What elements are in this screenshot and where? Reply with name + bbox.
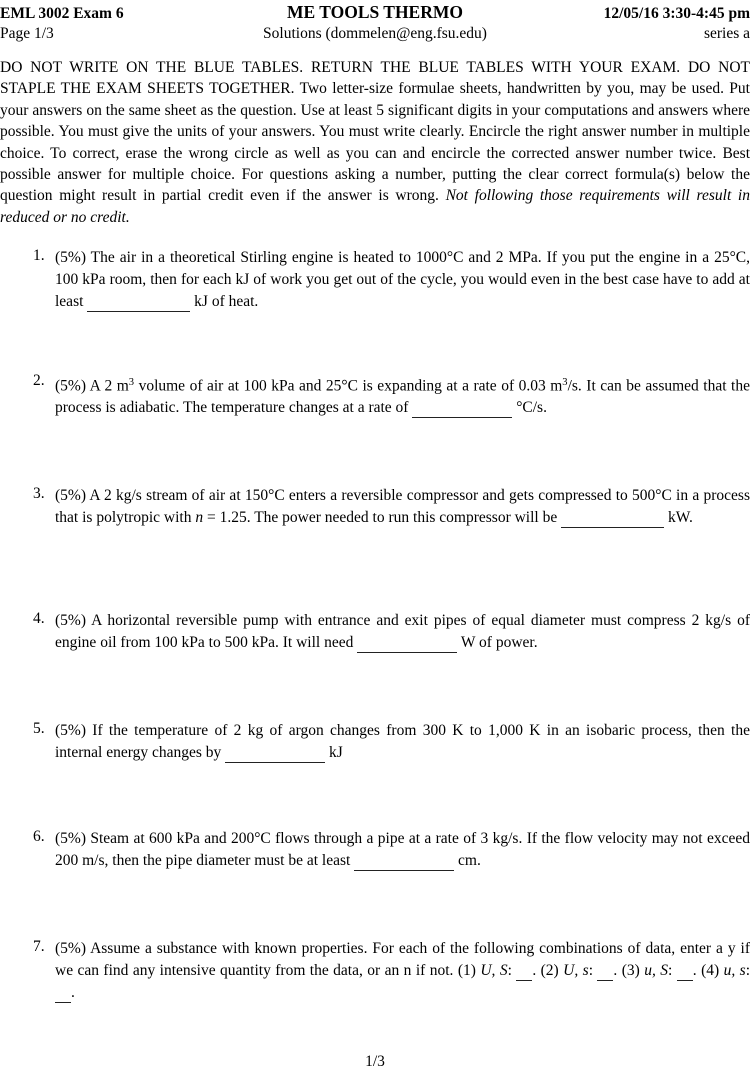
exam-instructions (0, 57, 750, 228)
question-text (55, 372, 750, 419)
text-segment: U, S (480, 961, 508, 979)
text-segment: (5%) Steam at 600 kPa and 200°C flows through a pipe at a rate of 3 kg/s. If the flow velocity may not exceed 200 m/s, then the pipe diameter must be at least (55, 830, 750, 869)
answer-blank (677, 980, 693, 981)
page-header (0, 2, 750, 44)
question-text (55, 828, 750, 872)
text-segment: : (588, 961, 598, 979)
question-number: 7. (33, 938, 45, 955)
question-text (55, 720, 750, 764)
text-segment: DO NOT WRITE ON THE BLUE TABLES. RETURN THE BLUE TABLES WITH YOUR EXAM. DO NOT STAPLE THE EXAM SHEETS TOGETHER. Two letter-size formulae sheets, handwritten by you, may be used. Put your answers on the same sheet as the question. Use at least 5 significant digits in your computations and answers where possible. You must give the units of your answers. You must write clearly. Encircle the right answer number in multiple choice. To correct, erase the wrong circle as well as you can and encircle the corrected answer number twice. Best possible answer for multiple choice. For questions asking a number, putting the clear correct formula(s) below the question might result in partial credit even if the answer is wrong. (0, 59, 750, 205)
exam-datetime: 12/05/16 3:30-4:45 pm (603, 5, 750, 22)
course-code: EML 3002 Exam 6 (0, 5, 124, 22)
question-2 (0, 372, 750, 419)
question-7 (0, 938, 750, 1003)
text-segment: cm. (454, 851, 481, 869)
text-segment: . (4) (692, 961, 724, 979)
text-segment: 3 (128, 377, 135, 388)
answer-blank (516, 980, 532, 981)
text-segment: (5%) A 2 kg/s stream of air at 150°C enters a reversible compressor and gets compressed to 500°C in a process that is polytropic with (55, 487, 750, 526)
question-3 (0, 485, 750, 529)
question-text (55, 610, 750, 654)
question-number: 6. (33, 828, 45, 845)
text-segment: (5%) If the temperature of 2 kg of argon changes from 300 K to 1,000 K in an isobaric process, then the internal energy changes by (55, 722, 750, 761)
question-text (55, 485, 750, 529)
answer-blank (225, 762, 325, 763)
text-segment: : (507, 961, 517, 979)
question-5 (0, 720, 750, 764)
question-1 (0, 247, 750, 312)
text-segment: Not following those requirements will result in reduced or no credit. (0, 187, 750, 226)
question-number: 2. (33, 372, 45, 389)
text-segment: U, s (563, 961, 589, 979)
header-row-1 (0, 2, 750, 24)
text-segment: kJ (325, 743, 343, 761)
answer-blank (597, 980, 613, 981)
question-number: 4. (33, 610, 45, 627)
text-segment: kJ of heat. (190, 292, 259, 310)
text-segment: 3 (562, 377, 568, 388)
question-4 (0, 610, 750, 654)
text-segment: W of power. (457, 633, 538, 651)
text-segment: n (195, 508, 204, 526)
text-segment: u, S (644, 961, 669, 979)
exam-title: ME TOOLS THERMO (286, 2, 464, 22)
text-segment: = 1.25. The power needed to run this compressor will be (203, 508, 562, 526)
text-segment: /s. It can be assumed that the process is adiabatic. The temperature changes at a rate of (55, 377, 750, 417)
text-segment: (5%) The air in a theoretical Stirling engine is heated to 1000°C and 2 MPa. If you put the engine in a 25°C, 100 kPa room, then for each kJ of work you get out of the cycle, you would even in the best case have to add at least (55, 249, 750, 310)
answer-blank (412, 417, 512, 418)
text-segment: °C/s. (512, 399, 547, 417)
question-text (55, 247, 750, 312)
text-segment: . (2) (532, 961, 564, 979)
page-number: 1/3 (365, 1053, 385, 1070)
answer-blank (354, 870, 454, 871)
question-number: 5. (33, 720, 45, 737)
answer-blank (561, 527, 664, 528)
question-number: 1. (33, 247, 45, 264)
answer-blank (87, 311, 190, 312)
text-segment: . (3) (613, 961, 645, 979)
question-text (55, 938, 750, 1003)
answer-blank (357, 652, 457, 653)
answer-blank (55, 1002, 71, 1003)
page-footer (0, 1053, 750, 1071)
solutions-contact: Solutions (dommelen@eng.fsu.edu) (263, 25, 487, 42)
page-indicator: Page 1/3 (0, 25, 54, 42)
text-segment: : (745, 961, 750, 979)
text-segment: volume of air at 100 kPa and 25°C is expanding at a rate of 0.03 m (134, 377, 563, 395)
header-row-2 (0, 24, 750, 44)
text-segment: (5%) A horizontal reversible pump with entrance and exit pipes of equal diameter must compress 2 kg/s of engine oil from 100 kPa to 500 kPa. It will need (55, 612, 750, 651)
text-segment: (5%) A 2 m (55, 377, 129, 395)
text-segment: (5%) Assume a substance with known properties. For each of the following combinations of data, enter a y if we can find any intensive quantity from the data, or an n if not. (1) (55, 940, 750, 979)
text-segment: u, s (723, 961, 746, 979)
text-segment: kW. (664, 508, 693, 526)
text-segment: : (668, 961, 677, 979)
question-number: 3. (33, 485, 45, 502)
text-segment: . (71, 983, 75, 1001)
question-6 (0, 828, 750, 872)
series-label: series a (703, 25, 750, 42)
